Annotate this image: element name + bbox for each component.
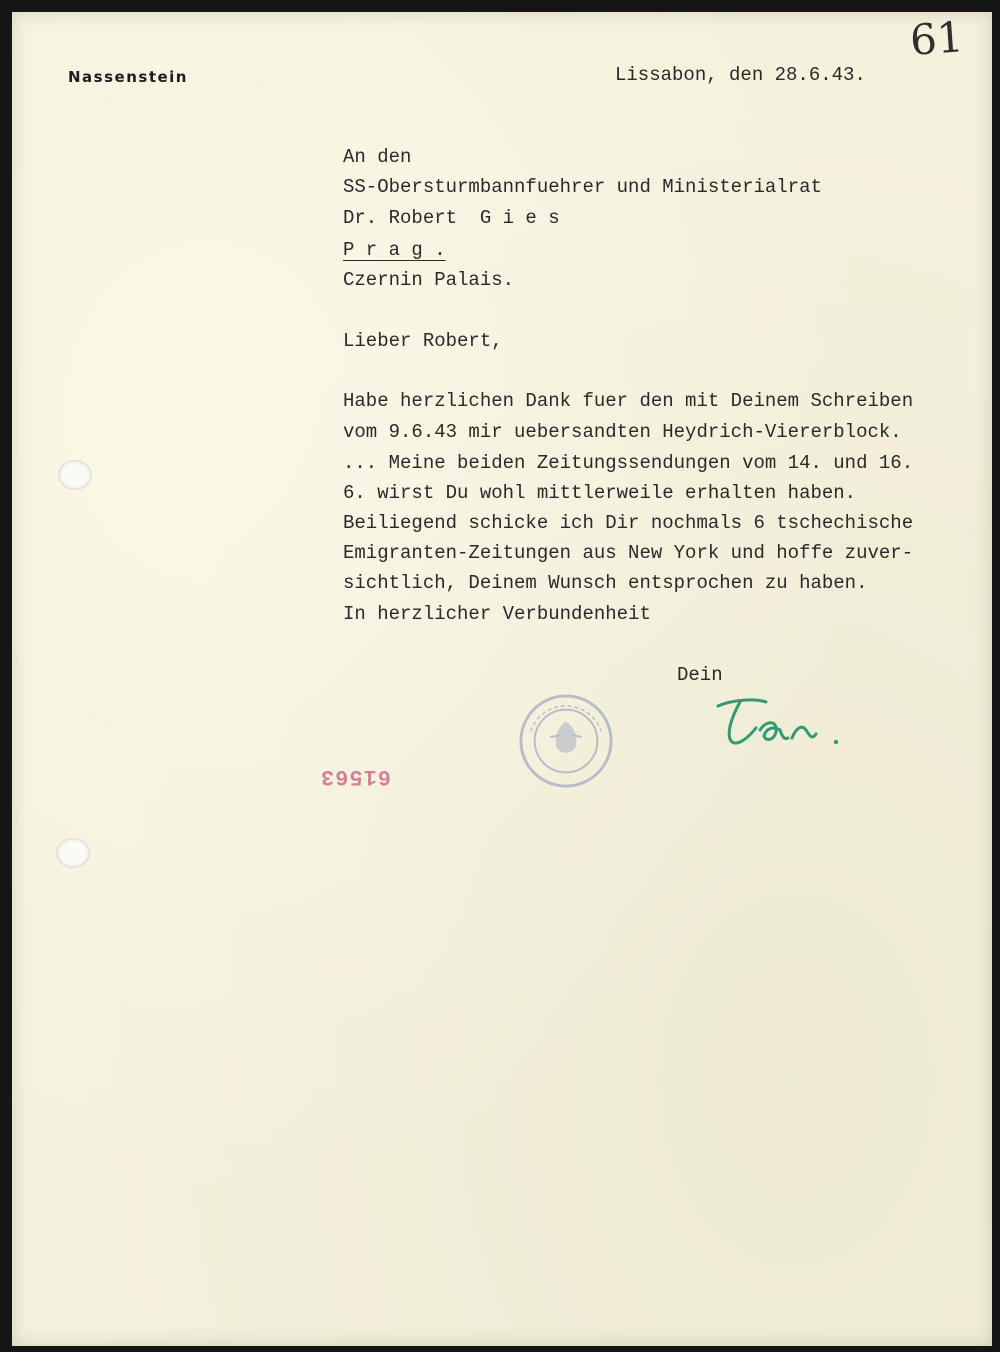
closing: Dein	[677, 664, 723, 686]
registration-stamp-number: 61563	[320, 764, 392, 789]
place-date: Lissabon, den 28.6.43.	[615, 64, 866, 86]
body-line-2: vom 9.6.43 mir uebersandten Heydrich-Viererblock.	[343, 421, 902, 443]
handwritten-signature	[702, 684, 852, 764]
body-line-1: Habe herzlichen Dank fuer den mit Deinem Schreiben	[343, 390, 914, 412]
recipient-line-2: SS-Obersturmbannfuehrer und Ministerialrat	[343, 176, 822, 198]
punch-hole-top	[58, 460, 92, 490]
body-line-8: In herzlicher Verbundenheit	[343, 603, 651, 625]
recipient-address: Czernin Palais.	[343, 269, 515, 291]
body-line-6: Emigranten-Zeitungen aus New York und hoffe zuver-	[343, 542, 914, 564]
recipient-line-3: Dr. Robert G i e s	[343, 207, 560, 229]
recipient-line-1: An den	[343, 146, 412, 168]
salutation: Lieber Robert,	[343, 330, 503, 352]
punch-hole-bottom	[56, 838, 90, 868]
archive-number: 61	[908, 12, 966, 65]
sender-name: Nassenstein	[68, 68, 188, 86]
body-line-3: ... Meine beiden Zeitungssendungen vom 14. und 16.	[343, 452, 914, 474]
body-line-7: sichtlich, Deinem Wunsch entsprochen zu haben.	[343, 572, 868, 594]
recipient-city: P r a g .	[343, 239, 446, 261]
archive-seal-stamp	[517, 692, 615, 790]
body-line-4: 6. wirst Du wohl mittlerweile erhalten haben.	[343, 482, 857, 504]
letter-page	[12, 12, 992, 1346]
body-line-5: Beiliegend schicke ich Dir nochmals 6 tschechische	[343, 512, 914, 534]
